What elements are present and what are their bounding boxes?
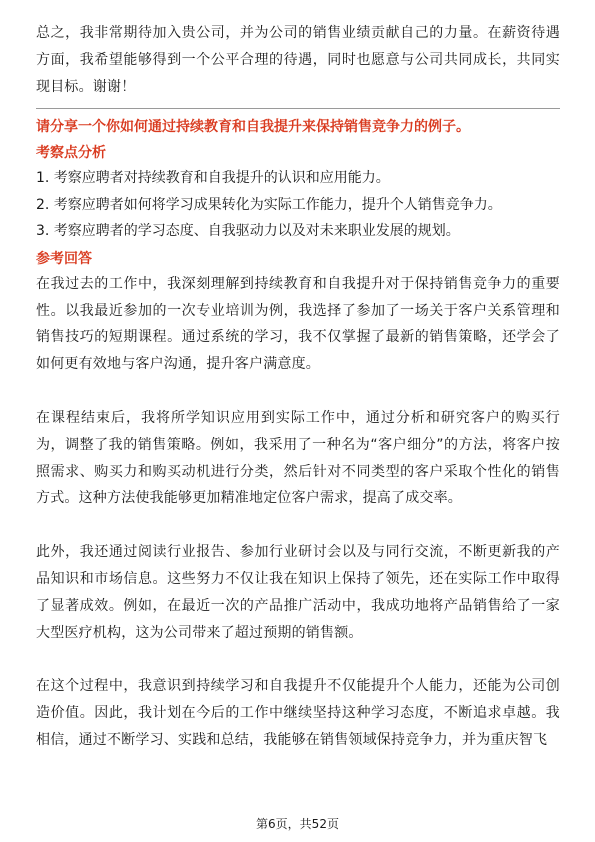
analysis-point: 1. 考察应聘者对持续教育和自我提升的认识和应用能力。 [36, 170, 390, 187]
section-divider [36, 108, 560, 109]
analysis-point: 2. 考察应聘者如何将学习成果转化为实际工作能力，提升个人销售竞争力。 [36, 196, 502, 213]
paragraph-gap [36, 512, 560, 539]
answer-paragraph: 此外，我还通过阅读行业报告、参加行业研讨会以及与同行交流，不断更新我的产品知识和市场信息。这些努力不仅让我在知识上保持了领先，还在实际工作中取得了显著成效。例如，在最近一次的产品推广活动中，我成功地将产品销售给了一家大型医疗机构，这为公司带来了超过预期的销售额。 [36, 544, 560, 641]
paragraph-gap [36, 378, 560, 405]
page-number-label: 第6页，共52页 [256, 817, 339, 831]
answer-heading: 参考回答 [36, 250, 92, 267]
interview-question: 请分享一个你如何通过持续教育和自我提升来保持销售竞争力的例子。 [36, 119, 470, 136]
page-content [36, 20, 560, 754]
analysis-point: 3. 考察应聘者的学习态度、自我驱动力以及对未来职业发展的规划。 [36, 223, 460, 240]
analysis-list [36, 165, 560, 245]
answer-paragraph: 在我过去的工作中，我深刻理解到持续教育和自我提升对于保持销售竞争力的重要性。以我最近参加的一次专业培训为例，我选择了参加了一场关于客户关系管理和销售技巧的短期课程。通过系统的学习，我不仅掌握了最新的销售策略，还学会了如何更有效地与客户沟通，提升客户满意度。 [36, 275, 560, 373]
page-footer [0, 816, 595, 832]
answer-paragraph: 在课程结束后，我将所学知识应用到实际工作中，通过分析和研究客户的购买行为，调整了我的销售策略。例如，我采用了一种名为“客户细分”的方法，将客户按照需求、购买力和购买动机进行分类，然后针对不同类型的客户采取个性化的销售方式。这种方法使我能够更加精准地定位客户需求，提高了成交率。 [36, 410, 560, 507]
intro-paragraph: 总之，我非常期待加入贵公司，并为公司的销售业绩贡献自己的力量。在薪资待遇方面，我希望能够得到一个公平合理的待遇，同时也愿意与公司共同成长，共同实现目标。谢谢！ [36, 25, 560, 95]
analysis-heading: 考察点分析 [36, 145, 106, 162]
answer-body [36, 271, 560, 754]
answer-paragraph: 在这个过程中，我意识到持续学习和自我提升不仅能提升个人能力，还能为公司创造价值。因此，我计划在今后的工作中继续坚持这种学习态度，不断追求卓越。我相信，通过不断学习、实践和总结，我能够在销售领域保持竞争力，并为重庆智飞 [36, 678, 560, 749]
paragraph-gap [36, 646, 560, 673]
